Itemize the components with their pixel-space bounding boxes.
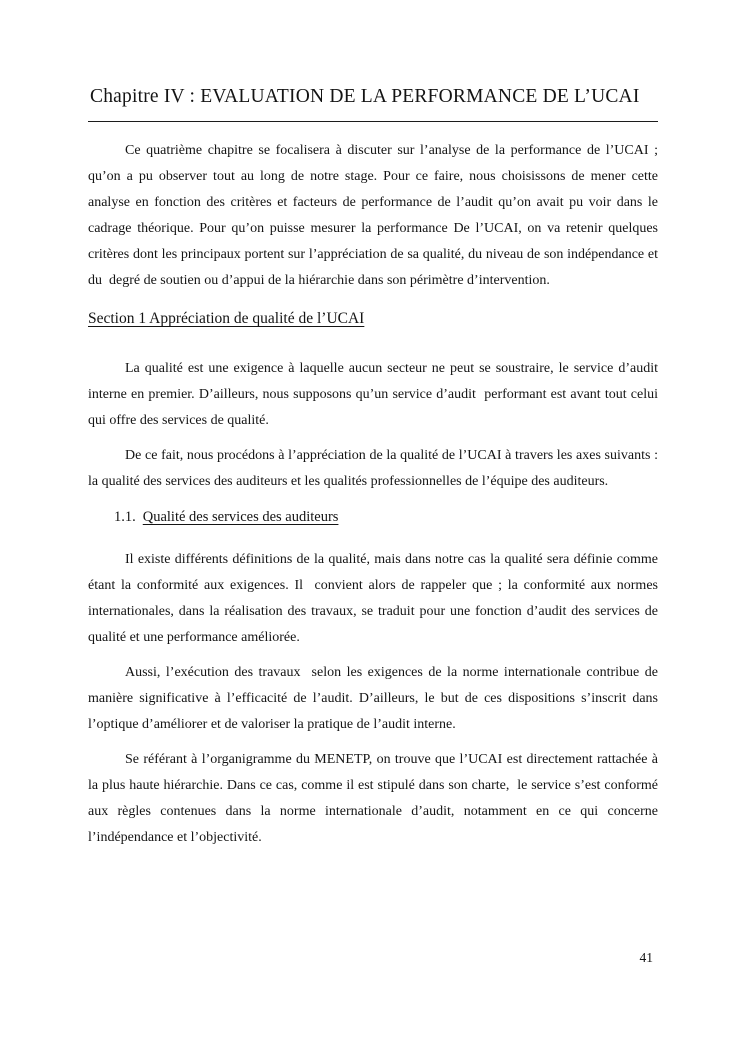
subsection-1-1-title: Qualité des services des auditeurs: [142, 509, 339, 525]
title-rule: [88, 121, 658, 122]
section-1-paragraph-1: La qualité est une exigence à laquelle aucun secteur ne peut se soustraire, le service d’audit interne en premier. D’ailleurs, nous supposons qu’un service d’audit performant est avant tout celui qui offre des services de qualité.: [88, 361, 658, 428]
intro-paragraph: Ce quatrième chapitre se focalisera à discuter sur l’analyse de la performance de l’UCAI ; qu’on a pu observer tout au long de notre stage. Pour ce faire, nous choisissons de mener cette analyse en fonction des critères et facteurs de performance de l’audit qu’on avait pu voir dans le cadrage théorique. Pour qu’on puisse mesurer la performance De l’UCAI, on va retenir quelques critères dont les principaux portent sur l’appréciation de sa qualité, du niveau de son indépendance et du degré de soutien ou d’appui de la hiérarchie dans son périmètre d’intervention.: [88, 143, 658, 288]
subsection-1-1-heading: [114, 504, 658, 530]
page-number: 41: [639, 950, 653, 965]
subsection-1-1-paragraph-1: Il existe différents définitions de la qualité, mais dans notre cas la qualité sera définie comme étant la conformité aux exigences. Il convient alors de rappeler que ; la conformité aux normes internationales, dans la réalisation des travaux, se traduit pour une fonction d’audit des services de qualité et une performance améliorée.: [88, 552, 658, 645]
subsection-1-1-number: 1.1.: [114, 509, 136, 525]
subsection-1-1-paragraph-2: Aussi, l’exécution des travaux selon les exigences de la norme internationale contribue de manière significative à l’efficacité de l’audit. D’ailleurs, le but de ces dispositions s’inscrit dans l’optique d’améliorer et de valoriser la pratique de l’audit interne.: [88, 665, 658, 732]
section-1-paragraph-2: De ce fait, nous procédons à l’appréciation de la qualité de l’UCAI à travers les axes suivants : la qualité des services des auditeurs et les qualités professionnelles de l’équipe des auditeurs.: [88, 448, 658, 489]
section-1-heading: Section 1 Appréciation de qualité de l’UCAI: [88, 310, 365, 327]
chapter-title: Chapitre IV : EVALUATION DE LA PERFORMANCE DE L’UCAI: [90, 86, 640, 107]
subsection-1-1-paragraph-3: Se référant à l’organigramme du MENETP, on trouve que l’UCAI est directement rattachée à la plus haute hiérarchie. Dans ce cas, comme il est stipulé dans son charte, le service s’est conformé aux règles contenues dans la norme internationale d’audit, notamment en ce qui concerne l’indépendance et l’objectivité.: [88, 752, 658, 845]
